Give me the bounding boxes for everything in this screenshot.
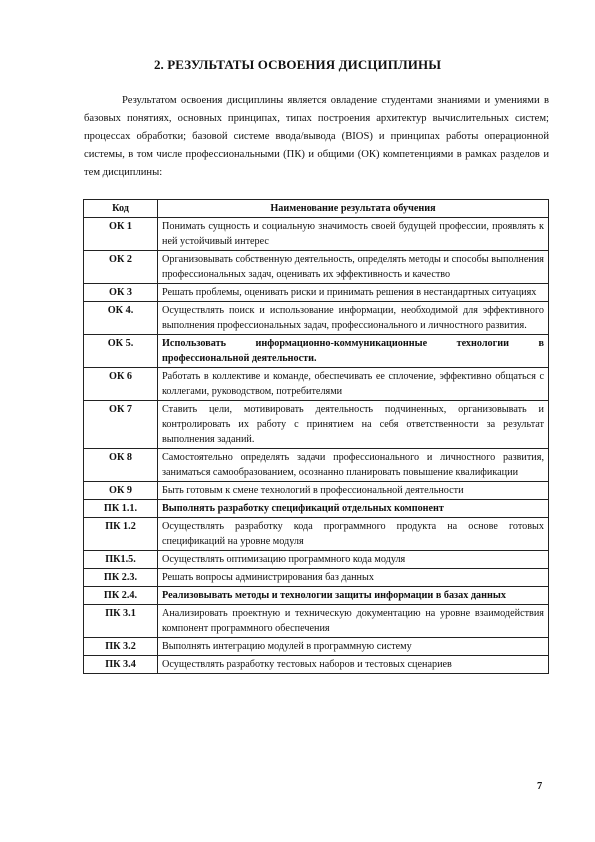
row-code: ПК 3.2 bbox=[84, 638, 158, 656]
competencies-table bbox=[83, 199, 549, 674]
row-text: Быть готовым к смене технологий в профессиональной деятельности bbox=[158, 482, 549, 500]
table-row bbox=[84, 368, 549, 401]
table-row bbox=[84, 251, 549, 284]
table-row bbox=[84, 401, 549, 449]
table-row bbox=[84, 518, 549, 551]
row-text: Самостоятельно определять задачи профессионального и личностного развития, заниматься самообразованием, осознанно планировать повышение квалификации bbox=[158, 449, 549, 482]
table-row bbox=[84, 605, 549, 638]
table-row bbox=[84, 551, 549, 569]
row-code: ОК 8 bbox=[84, 449, 158, 482]
row-code: ОК 4. bbox=[84, 302, 158, 335]
table-row bbox=[84, 656, 549, 674]
row-text: Использовать информационно-коммуникационные технологии в профессиональной деятельности. bbox=[158, 335, 549, 368]
row-code: ОК 1 bbox=[84, 218, 158, 251]
row-code: ОК 2 bbox=[84, 251, 158, 284]
table-row bbox=[84, 284, 549, 302]
header-result-name: Наименование результата обучения bbox=[158, 200, 549, 218]
row-text: Анализировать проектную и техническую документацию на уровне взаимодействия компонент программного обеспечения bbox=[158, 605, 549, 638]
table-row bbox=[84, 482, 549, 500]
intro-paragraph: Результатом освоения дисциплины является овладение студентами знаниями и умениями в базовых понятиях, основных принципах, типах построения архитектур вычислительных систем; процессах обработки; базовой системе ввода/вывода (BIOS) и принципах работы операционной системы, в том числе профессиональными (ПК) и общими (ОК) компетенциями в рамках разделов и тем дисциплины: bbox=[84, 95, 549, 178]
row-text: Осуществлять разработку тестовых наборов и тестовых сценариев bbox=[158, 656, 549, 674]
header-code: Код bbox=[84, 200, 158, 218]
row-text: Понимать сущность и социальную значимость своей будущей профессии, проявлять к ней устойчивый интерес bbox=[158, 218, 549, 251]
row-code: ОК 7 bbox=[84, 401, 158, 449]
row-code: ПК 1.1. bbox=[84, 500, 158, 518]
row-text: Ставить цели, мотивировать деятельность подчиненных, организовывать и контролировать их работу с принятием на себя ответственности за результат выполнения заданий. bbox=[158, 401, 549, 449]
table-body bbox=[84, 218, 549, 674]
table-row bbox=[84, 569, 549, 587]
row-code: ПК 3.1 bbox=[84, 605, 158, 638]
row-text: Решать проблемы, оценивать риски и принимать решения в нестандартных ситуациях bbox=[158, 284, 549, 302]
row-text: Осуществлять разработку кода программного продукта на основе готовых спецификаций на уровне модуля bbox=[158, 518, 549, 551]
row-code: ПК1.5. bbox=[84, 551, 158, 569]
row-text: Выполнять интеграцию модулей в программную систему bbox=[158, 638, 549, 656]
page-number: 7 bbox=[537, 781, 543, 792]
table-row bbox=[84, 335, 549, 368]
table-row bbox=[84, 638, 549, 656]
section-heading: 2. РЕЗУЛЬТАТЫ ОСВОЕНИЯ ДИСЦИПЛИНЫ bbox=[153, 57, 442, 72]
row-text: Организовывать собственную деятельность, определять методы и способы выполнения профессиональных задач, оценивать их эффективность и качество bbox=[158, 251, 549, 284]
row-code: ПК 3.4 bbox=[84, 656, 158, 674]
row-text: Реализовывать методы и технологии защиты информации в базах данных bbox=[158, 587, 549, 605]
row-text: Решать вопросы администрирования баз данных bbox=[158, 569, 549, 587]
row-text: Выполнять разработку спецификаций отдельных компонент bbox=[158, 500, 549, 518]
row-text: Осуществлять поиск и использование информации, необходимой для эффективного выполнения профессиональных задач, профессионального и личностного развития. bbox=[158, 302, 549, 335]
table-row bbox=[84, 500, 549, 518]
table-row bbox=[84, 218, 549, 251]
table-row bbox=[84, 302, 549, 335]
row-code: ОК 9 bbox=[84, 482, 158, 500]
row-code: ОК 5. bbox=[84, 335, 158, 368]
row-text: Работать в коллективе и команде, обеспечивать ее сплочение, эффективно общаться с коллегами, руководством, потребителями bbox=[158, 368, 549, 401]
row-text: Осуществлять оптимизацию программного кода модуля bbox=[158, 551, 549, 569]
row-code: ОК 6 bbox=[84, 368, 158, 401]
row-code: ОК 3 bbox=[84, 284, 158, 302]
row-code: ПК 1.2 bbox=[84, 518, 158, 551]
row-code: ПК 2.4. bbox=[84, 587, 158, 605]
row-code: ПК 2.3. bbox=[84, 569, 158, 587]
table-row bbox=[84, 449, 549, 482]
table-header-row bbox=[84, 200, 549, 218]
table-row bbox=[84, 587, 549, 605]
